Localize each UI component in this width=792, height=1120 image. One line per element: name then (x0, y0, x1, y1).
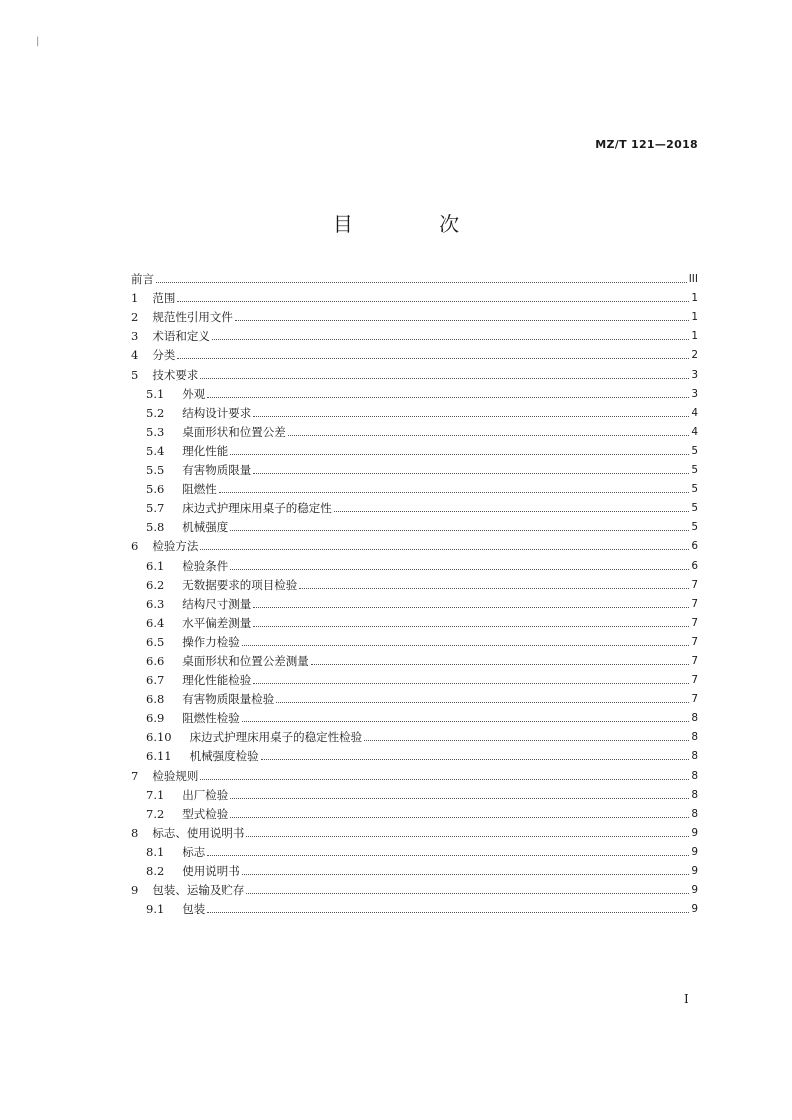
toc-entry[interactable] (131, 574, 698, 593)
toc-entry-page: 8 (691, 807, 698, 820)
toc-leader-dots (200, 378, 689, 379)
toc-entry-label: 理化性能 (182, 443, 229, 458)
toc-entry-page: 9 (691, 884, 698, 897)
toc-entry-page: 9 (691, 903, 698, 916)
toc-entry-number: 6.8 (146, 692, 165, 707)
toc-entry-number: 6.4 (146, 615, 165, 630)
toc-entry[interactable] (131, 860, 698, 879)
toc-entry-page: 8 (691, 731, 698, 744)
toc-entry[interactable] (131, 879, 698, 898)
toc-entry[interactable] (131, 325, 698, 344)
toc-entry-number: 7 (131, 768, 139, 783)
toc-entry[interactable] (131, 898, 698, 917)
toc-leader-dots (200, 549, 689, 550)
toc-entry[interactable] (131, 516, 698, 535)
toc-entry-number: 5.2 (146, 405, 165, 420)
toc-leader-dots (242, 874, 690, 875)
toc-entry-label: 使用说明书 (182, 864, 240, 878)
toc-entry-number: 5.4 (146, 443, 165, 458)
toc-leader-dots (253, 416, 689, 417)
toc-entry-number: 8.1 (146, 844, 165, 859)
toc-entry-page: 5 (691, 483, 698, 496)
toc-leader-dots (207, 855, 689, 856)
toc-entry-number: 5.3 (146, 424, 165, 439)
toc-entry[interactable] (131, 688, 698, 707)
toc-entry-page: 8 (691, 750, 698, 763)
toc-leader-dots (253, 607, 689, 608)
toc-leader-dots (207, 397, 689, 398)
page-title: 目 次 (332, 212, 500, 236)
toc-entry-number: 5.7 (146, 501, 165, 516)
toc-entry[interactable] (131, 421, 698, 440)
toc-entry-label: 机械强度 (182, 520, 229, 535)
toc-entry-page: 5 (691, 521, 698, 534)
toc-entry-label: 桌面形状和位置公差测量 (182, 653, 309, 668)
toc-entry-label: 桌面形状和位置公差 (182, 424, 286, 439)
toc-leader-dots (177, 301, 689, 302)
toc-entry[interactable] (131, 784, 698, 803)
toc-entry[interactable] (131, 745, 698, 764)
toc-entry[interactable] (131, 612, 698, 631)
toc-entry-label: 检验方法 (152, 539, 199, 554)
toc-entry[interactable] (131, 402, 698, 421)
toc-entry-page: 6 (691, 540, 698, 553)
table-of-contents (131, 268, 698, 917)
toc-leader-dots (261, 759, 690, 760)
toc-entry-label: 有害物质限量 (182, 463, 252, 478)
toc-leader-dots (177, 358, 689, 359)
toc-entry-label: 标志 (182, 844, 206, 859)
toc-leader-dots (246, 836, 689, 837)
toc-entry[interactable] (131, 803, 698, 822)
scan-mark: | (36, 36, 40, 47)
toc-entry[interactable] (131, 707, 698, 726)
toc-entry-label: 前言 (131, 272, 154, 287)
toc-entry-number: 9 (131, 883, 139, 898)
toc-entry-number: 9.1 (146, 902, 165, 917)
toc-entry-label: 阻燃性检验 (182, 711, 240, 726)
toc-entry[interactable] (131, 459, 698, 478)
toc-entry-label: 规范性引用文件 (152, 310, 233, 325)
toc-entry[interactable] (131, 726, 698, 745)
toc-entry[interactable] (131, 287, 698, 306)
toc-entry-number: 6.11 (146, 749, 172, 764)
toc-entry-number: 6.2 (146, 577, 165, 592)
toc-entry-page: 8 (691, 788, 698, 801)
toc-entry-number: 8.2 (146, 864, 165, 878)
toc-entry[interactable] (131, 440, 698, 459)
toc-leader-dots (276, 702, 689, 703)
toc-entry[interactable] (131, 306, 698, 325)
toc-entry-number: 6.3 (146, 596, 165, 611)
toc-leader-dots (246, 893, 689, 894)
toc-entry-page: 9 (691, 865, 698, 877)
toc-entry-label: 分类 (152, 348, 176, 363)
toc-entry[interactable] (131, 650, 698, 669)
toc-entry-page: 1 (691, 330, 698, 343)
toc-entry-number: 5.5 (146, 463, 165, 478)
toc-leader-dots (242, 645, 690, 646)
standard-code: MZ/T 121—2018 (595, 138, 698, 151)
toc-entry-number: 1 (131, 291, 139, 306)
toc-entry-label: 有害物质限量检验 (182, 692, 275, 707)
toc-leader-dots (253, 626, 689, 627)
toc-entry-label: 机械强度检验 (189, 749, 259, 764)
toc-entry-label: 无数据要求的项目检验 (182, 577, 298, 592)
toc-entry-label: 外观 (182, 386, 206, 401)
toc-entry[interactable] (131, 363, 698, 382)
toc-entry-label: 水平偏差测量 (182, 615, 252, 630)
toc-entry-number: 5.1 (146, 386, 165, 401)
toc-entry-number: 6.10 (146, 730, 172, 745)
toc-entry[interactable] (131, 554, 698, 573)
toc-entry-page: 4 (691, 406, 698, 419)
toc-entry[interactable] (131, 535, 698, 554)
toc-entry-page: 6 (691, 559, 698, 572)
toc-entry-page: 3 (691, 387, 698, 400)
page-number: I (684, 992, 689, 1006)
toc-entry-label: 型式检验 (182, 806, 229, 821)
toc-entry-label: 床边式护理床用桌子的稳定性 (182, 501, 332, 516)
toc-entry-label: 理化性能检验 (182, 673, 252, 688)
toc-entry-page: 8 (691, 712, 698, 725)
toc-entry-number: 2 (131, 310, 139, 325)
toc-entry-page: 5 (691, 444, 698, 457)
toc-entry[interactable] (131, 268, 698, 287)
toc-leader-dots (230, 817, 689, 818)
toc-entry-page: 7 (691, 616, 698, 629)
toc-entry-number: 3 (131, 329, 139, 344)
toc-leader-dots (219, 492, 690, 493)
toc-entry-label: 术语和定义 (152, 329, 210, 344)
toc-entry-number: 6.9 (146, 711, 165, 726)
toc-leader-dots (288, 435, 690, 436)
toc-entry-number: 5.6 (146, 482, 165, 497)
toc-entry-page: 7 (691, 578, 698, 591)
toc-entry-page: 7 (691, 654, 698, 667)
toc-entry-label: 检验条件 (182, 558, 229, 573)
toc-entry-label: 出厂检验 (182, 787, 229, 802)
toc-entry-page: 7 (691, 597, 698, 610)
toc-leader-dots (253, 683, 689, 684)
toc-entry-page: 7 (691, 674, 698, 687)
toc-leader-dots (230, 798, 689, 799)
toc-entry-label: 结构尺寸测量 (182, 596, 252, 611)
toc-leader-dots (230, 454, 689, 455)
toc-leader-dots (156, 282, 687, 283)
toc-entry[interactable] (131, 478, 698, 497)
toc-leader-dots (253, 473, 689, 474)
toc-entry-page: 5 (691, 502, 698, 515)
toc-entry[interactable] (131, 841, 698, 860)
toc-entry-number: 6.7 (146, 673, 165, 688)
toc-entry-number: 7.1 (146, 787, 165, 802)
toc-entry[interactable] (131, 822, 698, 841)
toc-entry-label: 阻燃性 (182, 482, 217, 497)
toc-entry-page: III (688, 273, 698, 286)
toc-entry[interactable] (131, 593, 698, 612)
toc-leader-dots (212, 339, 689, 340)
toc-entry[interactable] (131, 764, 698, 783)
toc-entry-label: 操作力检验 (182, 634, 240, 649)
toc-leader-dots (200, 779, 689, 780)
toc-leader-dots (230, 569, 689, 570)
toc-entry[interactable] (131, 497, 698, 516)
toc-entry-page: 9 (691, 826, 698, 839)
toc-entry-page: 4 (691, 425, 698, 438)
toc-entry-number: 6.5 (146, 634, 165, 649)
toc-entry-label: 结构设计要求 (182, 405, 252, 420)
toc-entry-number: 8 (131, 825, 139, 840)
toc-entry-page: 2 (691, 349, 698, 362)
toc-entry-label: 检验规则 (152, 768, 199, 783)
toc-leader-dots (207, 912, 689, 913)
toc-entry-label: 包装、运输及贮存 (152, 883, 245, 898)
toc-entry-page: 3 (691, 368, 698, 381)
toc-entry-number: 6 (131, 539, 139, 554)
toc-entry-page: 5 (691, 464, 698, 477)
toc-entry-number: 7.2 (146, 806, 165, 821)
toc-entry-label: 包装 (182, 902, 206, 917)
toc-entry-page: 1 (691, 311, 698, 324)
toc-entry-number: 6.1 (146, 558, 165, 573)
toc-entry-number: 5.8 (146, 520, 165, 535)
toc-entry-page: 7 (691, 693, 698, 706)
toc-entry-label: 床边式护理床用桌子的稳定性检验 (189, 730, 363, 745)
toc-entry[interactable] (131, 631, 698, 650)
toc-entry-label: 范围 (152, 291, 176, 306)
toc-entry-page: 1 (691, 292, 698, 305)
toc-entry[interactable] (131, 669, 698, 688)
toc-entry-page: 9 (691, 845, 698, 858)
toc-leader-dots (242, 721, 690, 722)
toc-entry-number: 4 (131, 348, 139, 363)
toc-entry-number: 6.6 (146, 653, 165, 668)
toc-entry-number: 5 (131, 367, 139, 382)
toc-leader-dots (230, 530, 689, 531)
toc-leader-dots (334, 511, 690, 512)
toc-entry-label: 标志、使用说明书 (152, 825, 245, 840)
toc-leader-dots (299, 588, 689, 589)
toc-leader-dots (364, 740, 689, 741)
toc-entry-page: 7 (691, 635, 698, 648)
toc-entry-page: 8 (691, 769, 698, 782)
toc-entry[interactable] (131, 383, 698, 402)
toc-entry[interactable] (131, 344, 698, 363)
toc-leader-dots (311, 664, 690, 665)
toc-leader-dots (235, 320, 689, 321)
toc-entry-label: 技术要求 (152, 367, 199, 382)
